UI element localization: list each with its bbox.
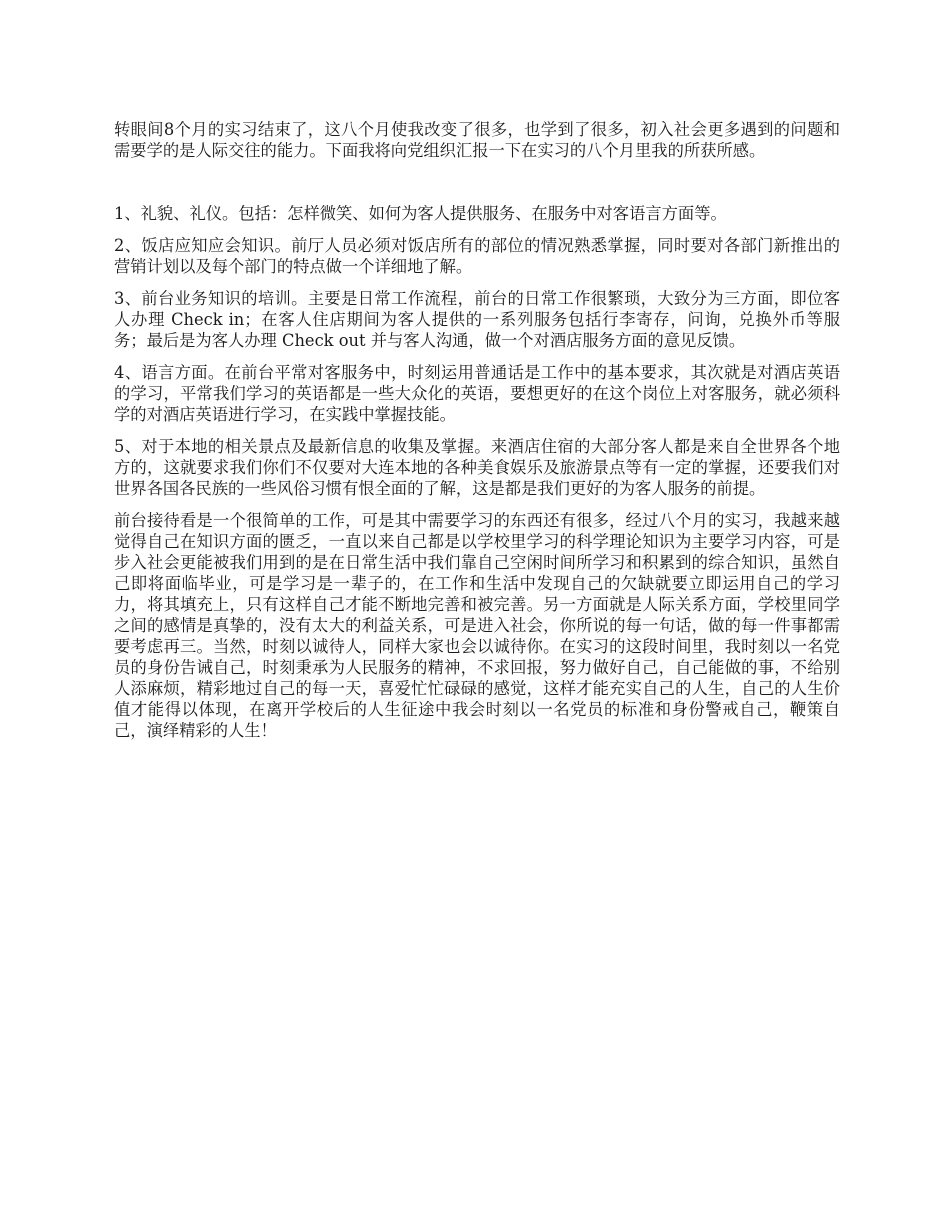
list-item: 1、礼貌、礼仪。包括：怎样微笑、如何为客人提供服务、在服务中对客语言方面等。 bbox=[114, 204, 727, 223]
list-item: 3、前台业务知识的培训。主要是日常工作流程，前台的日常工作很繁琐，大致分为三方面，即位客人办理 Check in；在客人住店期间为客人提供的一系列服务包括行李寄存，问询，兑换外币等服务；最后是为客人办理 Check out 并与客人沟通，做一个对酒店服务方面的意见反馈。 bbox=[114, 289, 840, 350]
list-item: 4、语言方面。在前台平常对客服务中，时刻运用普通话是工作中的基本要求，其次就是对酒店英语的学习，平常我们学习的英语都是一些大众化的英语，要想更好的在这个岗位上对客服务，就必须科学的对酒店英语进行学习，在实践中掌握技能。 bbox=[114, 363, 840, 424]
intro-paragraph: 转眼间8个月的实习结束了，这八个月使我改变了很多，也学到了很多，初入社会更多遇到的问题和需要学的是人际交往的能力。下面我将向党组织汇报一下在实习的八个月里我的所获所感。 bbox=[114, 120, 840, 160]
list-item: 2、饭店应知应会知识。前厅人员必须对饭店所有的部位的情况熟悉掌握，同时要对各部门新推出的营销计划以及每个部门的特点做一个详细地了解。 bbox=[114, 236, 840, 276]
list-item: 5、对于本地的相关景点及最新信息的收集及掌握。来酒店住宿的大部分客人都是来自全世界各个地方的，这就要求我们你们不仅要对大连本地的各种美食娱乐及旅游景点等有一定的掌握，还要我们对世界各国各民族的一些风俗习惯有恨全面的了解，这是都是我们更好的为客人服务的前提。 bbox=[114, 437, 840, 498]
document-body bbox=[114, 119, 840, 752]
conclusion-paragraph: 前台接待看是一个很简单的工作，可是其中需要学习的东西还有很多，经过八个月的实习，我越来越觉得自己在知识方面的匮乏，一直以来自己都是以学校里学习的科学理论知识为主要学习内容，可是步入社会更能被我们用到的是在日常生活中我们靠自己空闲时间所学习和积累到的综合知识，虽然自己即将面临毕业，可是学习是一辈子的，在工作和生活中发现自己的欠缺就要立即运用自己的学习力，将其填充上，只有这样自己才能不断地完善和被完善。另一方面就是人际关系方面，学校里同学之间的感情是真挚的，没有太大的利益关系，可是进入社会，你所说的每一句话，做的每一件事都需要考虑再三。当然，时刻以诚待人，同样大家也会以诚待你。在实习的这段时间里，我时刻以一名党员的身份告诫自己，时刻秉承为人民服务的精神，不求回报，努力做好自己，自己能做的事，不给别人添麻烦，精彩地过自己的每一天，喜爱忙忙碌碌的感觉，这样才能充实自己的人生，自己的人生价值才能得以体现，在离开学校后的人生征途中我会时刻以一名党员的标准和身份警戒自己，鞭策自己，演绎精彩的人生！ bbox=[114, 511, 840, 740]
